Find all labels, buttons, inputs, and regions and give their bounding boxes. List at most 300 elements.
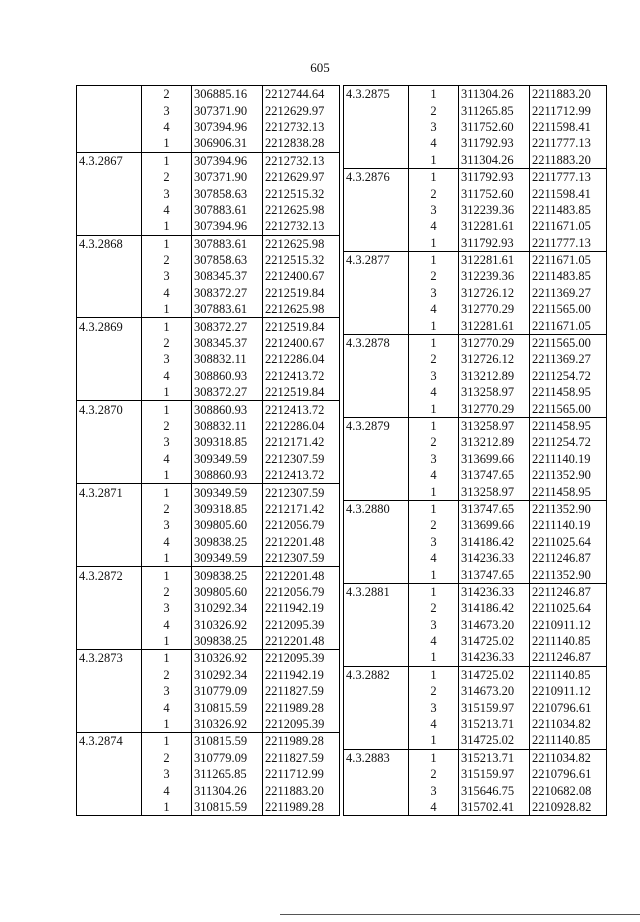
x-coordinate-cell: 311792.93: [459, 135, 530, 151]
y-coordinate-cell: 2212095.39: [263, 617, 340, 633]
parcel-id-cell: [77, 285, 142, 301]
parcel-id-cell: [77, 534, 142, 550]
table-row: [344, 417, 607, 434]
point-number-cell: 1: [409, 417, 459, 434]
x-coordinate-cell: 309838.25: [192, 633, 263, 650]
point-number-cell: 1: [142, 384, 192, 401]
table-row: [344, 617, 607, 633]
x-coordinate-cell: 312281.61: [459, 317, 530, 334]
y-coordinate-cell: 2211827.59: [263, 750, 340, 766]
parcel-id-cell: [77, 766, 142, 782]
parcel-id-cell: [77, 617, 142, 633]
x-coordinate-cell: 310815.59: [192, 799, 263, 816]
point-number-cell: 1: [142, 633, 192, 650]
parcel-id-cell: [344, 317, 409, 334]
x-coordinate-cell: 309349.59: [192, 484, 263, 501]
y-coordinate-cell: 2211598.41: [530, 119, 607, 135]
parcel-id-cell: [344, 202, 409, 218]
parcel-id-cell: [77, 550, 142, 567]
table-row: [344, 566, 607, 583]
parcel-id-cell: [344, 799, 409, 816]
y-coordinate-cell: 2212201.48: [263, 633, 340, 650]
page-edge-line: [280, 914, 640, 915]
table-row: [77, 766, 340, 782]
y-coordinate-cell: 2211352.90: [530, 566, 607, 583]
parcel-id-cell: 4.3.2881: [344, 583, 409, 600]
parcel-id-cell: [344, 566, 409, 583]
x-coordinate-cell: 313747.65: [459, 467, 530, 483]
table-row: [344, 102, 607, 118]
parcel-id-cell: [344, 716, 409, 732]
point-number-cell: 1: [409, 649, 459, 666]
x-coordinate-cell: 310779.09: [192, 750, 263, 766]
x-coordinate-cell: 311752.60: [459, 185, 530, 201]
point-number-cell: 1: [409, 483, 459, 500]
parcel-id-cell: [344, 235, 409, 252]
parcel-id-cell: [344, 102, 409, 118]
x-coordinate-cell: 310779.09: [192, 683, 263, 699]
y-coordinate-cell: 2212413.72: [263, 368, 340, 384]
point-number-cell: 3: [409, 368, 459, 384]
table-row: [344, 633, 607, 649]
table-row: [77, 434, 340, 450]
table-row: [77, 235, 340, 252]
point-number-cell: 3: [409, 119, 459, 135]
parcel-id-cell: [344, 766, 409, 782]
y-coordinate-cell: 2210911.12: [530, 683, 607, 699]
table-row: [77, 501, 340, 517]
y-coordinate-cell: 2211777.13: [530, 168, 607, 185]
x-coordinate-cell: 308832.11: [192, 351, 263, 367]
table-row: [344, 218, 607, 234]
table-row: [77, 252, 340, 268]
y-coordinate-cell: 2212744.64: [263, 86, 340, 103]
x-coordinate-cell: 307394.96: [192, 218, 263, 235]
x-coordinate-cell: 308372.27: [192, 318, 263, 335]
x-coordinate-cell: 307394.96: [192, 152, 263, 169]
parcel-id-cell: [344, 301, 409, 317]
table-row: [344, 168, 607, 185]
y-coordinate-cell: 2210796.61: [530, 766, 607, 782]
point-number-cell: 1: [409, 251, 459, 268]
y-coordinate-cell: 2211254.72: [530, 434, 607, 450]
point-number-cell: 4: [409, 301, 459, 317]
y-coordinate-cell: 2212629.97: [263, 169, 340, 185]
x-coordinate-cell: 312726.12: [459, 285, 530, 301]
point-number-cell: 2: [409, 683, 459, 699]
table-row: [344, 550, 607, 566]
parcel-id-cell: [77, 301, 142, 318]
x-coordinate-cell: 310815.59: [192, 733, 263, 750]
y-coordinate-cell: 2211458.95: [530, 483, 607, 500]
point-number-cell: 1: [409, 500, 459, 517]
x-coordinate-cell: 313212.89: [459, 434, 530, 450]
point-number-cell: 1: [409, 334, 459, 351]
table-row: [344, 268, 607, 284]
point-number-cell: 2: [142, 418, 192, 434]
y-coordinate-cell: 2212519.84: [263, 384, 340, 401]
parcel-id-cell: [344, 368, 409, 384]
point-number-cell: 3: [142, 102, 192, 118]
y-coordinate-cell: 2212286.04: [263, 418, 340, 434]
point-number-cell: 3: [409, 617, 459, 633]
table-row: [344, 334, 607, 351]
table-row: [344, 202, 607, 218]
point-number-cell: 3: [142, 434, 192, 450]
parcel-id-cell: [77, 102, 142, 118]
y-coordinate-cell: 2211140.19: [530, 451, 607, 467]
point-number-cell: 1: [409, 583, 459, 600]
parcel-id-cell: [77, 667, 142, 683]
point-number-cell: 3: [409, 699, 459, 715]
table-row: [77, 550, 340, 567]
x-coordinate-cell: 315159.97: [459, 766, 530, 782]
x-coordinate-cell: 308372.27: [192, 285, 263, 301]
parcel-id-cell: [344, 649, 409, 666]
x-coordinate-cell: 307858.63: [192, 252, 263, 268]
point-number-cell: 3: [142, 517, 192, 533]
parcel-id-cell: [77, 368, 142, 384]
parcel-id-cell: 4.3.2870: [77, 401, 142, 418]
table-row: [77, 119, 340, 135]
y-coordinate-cell: 2211246.87: [530, 550, 607, 566]
y-coordinate-cell: 2211989.28: [263, 799, 340, 816]
parcel-id-cell: [77, 268, 142, 284]
table-row: [344, 583, 607, 600]
point-number-cell: 4: [142, 119, 192, 135]
table-row: [77, 750, 340, 766]
point-number-cell: 1: [409, 168, 459, 185]
x-coordinate-cell: 313699.66: [459, 451, 530, 467]
y-coordinate-cell: 2212732.13: [263, 152, 340, 169]
parcel-id-cell: 4.3.2873: [77, 650, 142, 667]
y-coordinate-cell: 2212625.98: [263, 202, 340, 218]
y-coordinate-cell: 2211483.85: [530, 268, 607, 284]
x-coordinate-cell: 309318.85: [192, 501, 263, 517]
y-coordinate-cell: 2211025.64: [530, 534, 607, 550]
table-row: [77, 484, 340, 501]
y-coordinate-cell: 2211712.99: [263, 766, 340, 782]
table-row: [77, 650, 340, 667]
y-coordinate-cell: 2212629.97: [263, 102, 340, 118]
point-number-cell: 1: [142, 799, 192, 816]
parcel-id-cell: [344, 617, 409, 633]
point-number-cell: 1: [409, 566, 459, 583]
x-coordinate-cell: 311304.26: [192, 782, 263, 798]
y-coordinate-cell: 2211777.13: [530, 235, 607, 252]
y-coordinate-cell: 2211034.82: [530, 749, 607, 766]
parcel-id-cell: [77, 799, 142, 816]
parcel-id-cell: [344, 467, 409, 483]
point-number-cell: 1: [142, 467, 192, 484]
x-coordinate-cell: 312239.36: [459, 202, 530, 218]
table-row: [77, 633, 340, 650]
x-coordinate-cell: 306906.31: [192, 135, 263, 152]
y-coordinate-cell: 2212625.98: [263, 235, 340, 252]
point-number-cell: 4: [409, 716, 459, 732]
table-row: [344, 351, 607, 367]
y-coordinate-cell: 2210682.08: [530, 782, 607, 798]
y-coordinate-cell: 2211140.85: [530, 732, 607, 749]
table-row: [77, 534, 340, 550]
x-coordinate-cell: 312281.61: [459, 218, 530, 234]
y-coordinate-cell: 2211254.72: [530, 368, 607, 384]
y-coordinate-cell: 2211565.00: [530, 334, 607, 351]
x-coordinate-cell: 308345.37: [192, 335, 263, 351]
parcel-id-cell: [77, 517, 142, 533]
table-row: [344, 400, 607, 417]
table-row: [77, 301, 340, 318]
x-coordinate-cell: 312239.36: [459, 268, 530, 284]
y-coordinate-cell: 2211883.20: [530, 152, 607, 169]
parcel-id-cell: 4.3.2874: [77, 733, 142, 750]
table-row: [77, 584, 340, 600]
table-row: [77, 667, 340, 683]
y-coordinate-cell: 2211140.85: [530, 666, 607, 683]
table-row: [344, 185, 607, 201]
parcel-id-cell: [77, 252, 142, 268]
point-number-cell: 1: [142, 218, 192, 235]
point-number-cell: 1: [409, 732, 459, 749]
point-number-cell: 3: [142, 683, 192, 699]
point-number-cell: 4: [409, 550, 459, 566]
x-coordinate-cell: 311752.60: [459, 119, 530, 135]
x-coordinate-cell: 310326.92: [192, 617, 263, 633]
table-row: [77, 782, 340, 798]
parcel-id-cell: [344, 550, 409, 566]
table-row: [77, 716, 340, 733]
parcel-id-cell: [77, 600, 142, 616]
y-coordinate-cell: 2212625.98: [263, 301, 340, 318]
y-coordinate-cell: 2212307.59: [263, 550, 340, 567]
table-row: [77, 368, 340, 384]
table-row: [344, 301, 607, 317]
point-number-cell: 2: [409, 102, 459, 118]
x-coordinate-cell: 311304.26: [459, 86, 530, 103]
y-coordinate-cell: 2211458.95: [530, 417, 607, 434]
parcel-id-cell: [77, 185, 142, 201]
y-coordinate-cell: 2211883.20: [530, 86, 607, 103]
parcel-id-cell: [344, 285, 409, 301]
x-coordinate-cell: 307371.90: [192, 169, 263, 185]
table-row: [344, 683, 607, 699]
x-coordinate-cell: 313212.89: [459, 368, 530, 384]
x-coordinate-cell: 308345.37: [192, 268, 263, 284]
x-coordinate-cell: 314236.33: [459, 550, 530, 566]
y-coordinate-cell: 2211246.87: [530, 583, 607, 600]
parcel-id-cell: [77, 434, 142, 450]
point-number-cell: 4: [409, 799, 459, 816]
point-number-cell: 2: [409, 434, 459, 450]
parcel-id-cell: 4.3.2869: [77, 318, 142, 335]
y-coordinate-cell: 2212400.67: [263, 335, 340, 351]
y-coordinate-cell: 2211989.28: [263, 733, 340, 750]
x-coordinate-cell: 313258.97: [459, 483, 530, 500]
table-row: [344, 699, 607, 715]
point-number-cell: 1: [142, 650, 192, 667]
y-coordinate-cell: 2212519.84: [263, 285, 340, 301]
table-row: [344, 766, 607, 782]
y-coordinate-cell: 2211565.00: [530, 400, 607, 417]
x-coordinate-cell: 314236.33: [459, 583, 530, 600]
x-coordinate-cell: 312281.61: [459, 251, 530, 268]
parcel-id-cell: 4.3.2867: [77, 152, 142, 169]
point-number-cell: 2: [142, 86, 192, 103]
point-number-cell: 2: [409, 351, 459, 367]
x-coordinate-cell: 315646.75: [459, 782, 530, 798]
table-row: [77, 451, 340, 467]
parcel-id-cell: [77, 119, 142, 135]
x-coordinate-cell: 312770.29: [459, 400, 530, 417]
x-coordinate-cell: 310292.34: [192, 667, 263, 683]
parcel-id-cell: [344, 517, 409, 533]
y-coordinate-cell: 2211140.19: [530, 517, 607, 533]
x-coordinate-cell: 314673.20: [459, 683, 530, 699]
parcel-id-cell: [77, 418, 142, 434]
point-number-cell: 4: [142, 202, 192, 218]
parcel-id-cell: [77, 683, 142, 699]
table-row: [77, 268, 340, 284]
point-number-cell: 4: [409, 467, 459, 483]
parcel-id-cell: [344, 351, 409, 367]
parcel-id-cell: [344, 400, 409, 417]
parcel-id-cell: [77, 218, 142, 235]
table-row: [77, 335, 340, 351]
parcel-id-cell: 4.3.2879: [344, 417, 409, 434]
x-coordinate-cell: 308860.93: [192, 467, 263, 484]
x-coordinate-cell: 314725.02: [459, 732, 530, 749]
y-coordinate-cell: 2212515.32: [263, 252, 340, 268]
point-number-cell: 1: [142, 301, 192, 318]
table-row: [344, 251, 607, 268]
x-coordinate-cell: 308860.93: [192, 368, 263, 384]
point-number-cell: 2: [142, 750, 192, 766]
x-coordinate-cell: 315702.41: [459, 799, 530, 816]
coordinates-table-left: [76, 85, 340, 816]
table-row: [77, 600, 340, 616]
table-row: [77, 401, 340, 418]
table-row: [344, 434, 607, 450]
parcel-id-cell: [77, 716, 142, 733]
point-number-cell: 2: [142, 584, 192, 600]
parcel-id-cell: 4.3.2876: [344, 168, 409, 185]
point-number-cell: 2: [409, 185, 459, 201]
x-coordinate-cell: 311792.93: [459, 168, 530, 185]
y-coordinate-cell: 2211942.19: [263, 600, 340, 616]
y-coordinate-cell: 2212056.79: [263, 517, 340, 533]
y-coordinate-cell: 2211671.05: [530, 317, 607, 334]
x-coordinate-cell: 310815.59: [192, 699, 263, 715]
y-coordinate-cell: 2212515.32: [263, 185, 340, 201]
table-row: [344, 451, 607, 467]
table-row: [77, 384, 340, 401]
table-row: [77, 351, 340, 367]
point-number-cell: 3: [142, 600, 192, 616]
parcel-id-cell: [344, 483, 409, 500]
point-number-cell: 4: [142, 285, 192, 301]
table-row: [77, 218, 340, 235]
x-coordinate-cell: 310292.34: [192, 600, 263, 616]
table-row: [344, 285, 607, 301]
y-coordinate-cell: 2211458.95: [530, 384, 607, 400]
x-coordinate-cell: 314725.02: [459, 633, 530, 649]
x-coordinate-cell: 309805.60: [192, 517, 263, 533]
point-number-cell: 4: [142, 699, 192, 715]
point-number-cell: 3: [142, 766, 192, 782]
parcel-id-cell: [77, 135, 142, 152]
x-coordinate-cell: 312726.12: [459, 351, 530, 367]
x-coordinate-cell: 309318.85: [192, 434, 263, 450]
y-coordinate-cell: 2211140.85: [530, 633, 607, 649]
parcel-id-cell: [344, 434, 409, 450]
x-coordinate-cell: 314186.42: [459, 600, 530, 616]
y-coordinate-cell: 2211246.87: [530, 649, 607, 666]
y-coordinate-cell: 2212286.04: [263, 351, 340, 367]
x-coordinate-cell: 308860.93: [192, 401, 263, 418]
x-coordinate-cell: 310326.92: [192, 650, 263, 667]
parcel-id-cell: [344, 600, 409, 616]
parcel-id-cell: [344, 699, 409, 715]
parcel-id-cell: [344, 119, 409, 135]
y-coordinate-cell: 2211942.19: [263, 667, 340, 683]
point-number-cell: 1: [409, 86, 459, 103]
point-number-cell: 3: [142, 185, 192, 201]
point-number-cell: 1: [409, 400, 459, 417]
table-row: [344, 600, 607, 616]
table-row: [77, 152, 340, 169]
coordinates-table-right: [343, 85, 607, 816]
table-row: [344, 500, 607, 517]
table-row: [77, 617, 340, 633]
point-number-cell: 2: [409, 766, 459, 782]
point-number-cell: 3: [409, 782, 459, 798]
point-number-cell: 1: [142, 135, 192, 152]
table-row: [344, 716, 607, 732]
y-coordinate-cell: 2212171.42: [263, 434, 340, 450]
point-number-cell: 4: [409, 633, 459, 649]
point-number-cell: 1: [142, 567, 192, 584]
point-number-cell: 1: [142, 484, 192, 501]
point-number-cell: 1: [142, 550, 192, 567]
point-number-cell: 1: [409, 235, 459, 252]
table-row: [77, 185, 340, 201]
table-row: [77, 699, 340, 715]
point-number-cell: 3: [409, 534, 459, 550]
table-row: [77, 799, 340, 816]
x-coordinate-cell: 308832.11: [192, 418, 263, 434]
y-coordinate-cell: 2212201.48: [263, 567, 340, 584]
y-coordinate-cell: 2211777.13: [530, 135, 607, 151]
table-row: [344, 483, 607, 500]
y-coordinate-cell: 2211827.59: [263, 683, 340, 699]
parcel-id-cell: [344, 135, 409, 151]
x-coordinate-cell: 309349.59: [192, 550, 263, 567]
y-coordinate-cell: 2212519.84: [263, 318, 340, 335]
x-coordinate-cell: 309349.59: [192, 451, 263, 467]
parcel-id-cell: 4.3.2868: [77, 235, 142, 252]
x-coordinate-cell: 311792.93: [459, 235, 530, 252]
point-number-cell: 2: [409, 517, 459, 533]
table-row: [344, 86, 607, 103]
table-row: [77, 467, 340, 484]
point-number-cell: 2: [142, 501, 192, 517]
x-coordinate-cell: 308372.27: [192, 384, 263, 401]
parcel-id-cell: 4.3.2871: [77, 484, 142, 501]
x-coordinate-cell: 315213.71: [459, 749, 530, 766]
parcel-id-cell: 4.3.2877: [344, 251, 409, 268]
parcel-id-cell: [77, 501, 142, 517]
x-coordinate-cell: 307883.61: [192, 202, 263, 218]
